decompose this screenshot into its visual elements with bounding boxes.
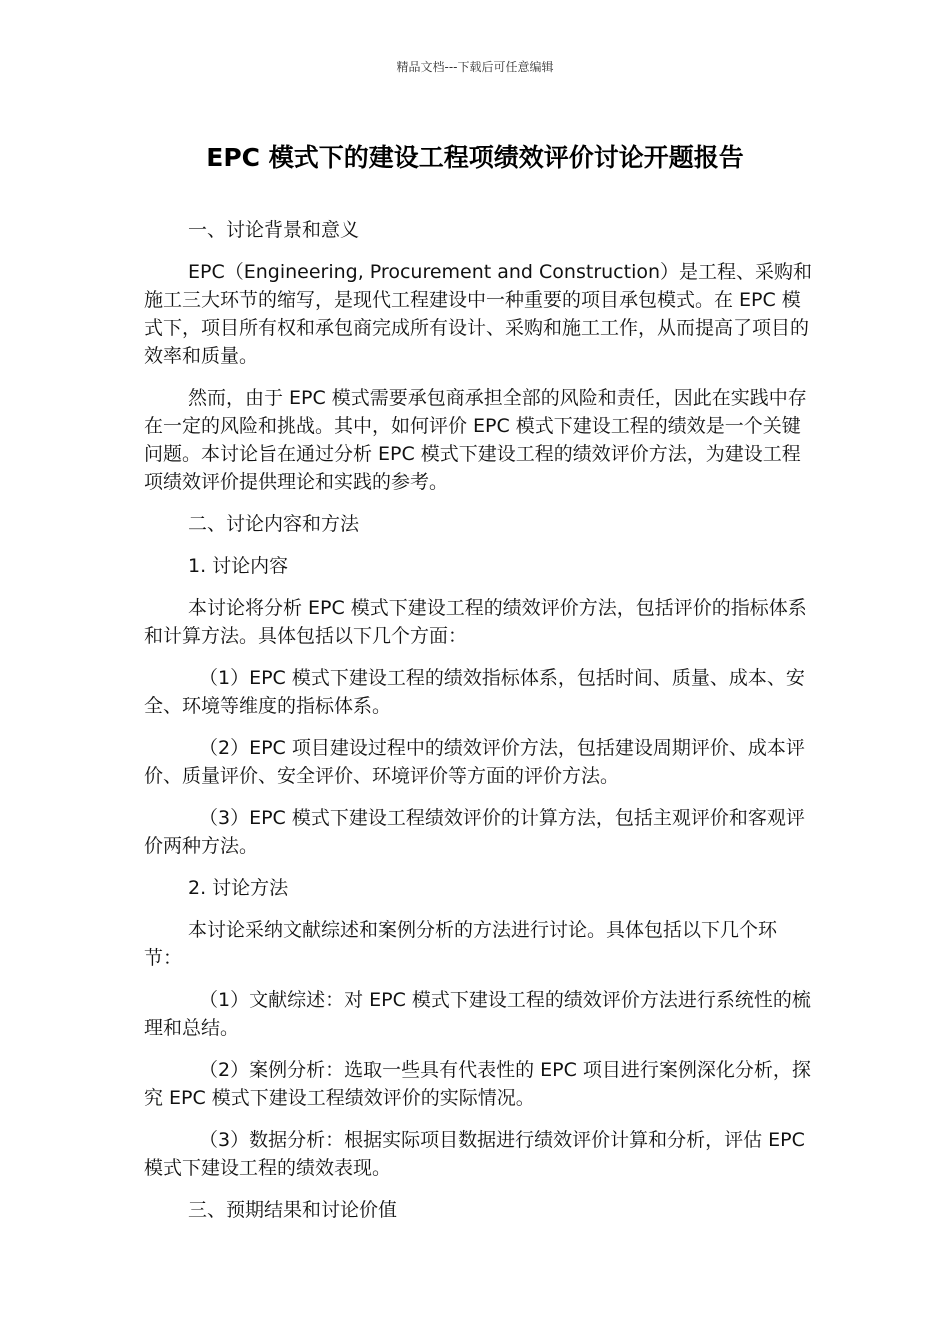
paragraph-method-intro: 本讨论采纳文献综述和案例分析的方法进行讨论。具体包括以下几个环节：	[144, 919, 778, 969]
header-note: 精品文档---下载后可任意编辑	[396, 60, 554, 74]
section-heading-content-method: 二、讨论内容和方法	[188, 513, 360, 535]
paragraph-research-purpose: 然而，由于 EPC 模式需要承包商承担全部的风险和责任，因此在实践中存在一定的风险和挑战。其中，如何评价 EPC 模式下建设工程的绩效是一个关键问题。本讨论旨在通过分析 EPC 模式下建设工程的绩效评价方法，为建设工程项绩效评价提供理论和实践的参考。	[144, 387, 807, 493]
paragraph-content-intro: 本讨论将分析 EPC 模式下建设工程的绩效评价方法，包括评价的指标体系和计算方法。具体包括以下几个方面：	[144, 597, 807, 647]
list-item-case-analysis: （2）案例分析：选取一些具有代表性的 EPC 项目进行案例深化分析，探究 EPC 模式下建设工程绩效评价的实际情况。	[144, 1059, 811, 1109]
list-item-calculation-method: （3）EPC 模式下建设工程绩效评价的计算方法，包括主观评价和客观评价两种方法。	[144, 807, 805, 857]
section-heading-expected-results: 三、预期结果和讨论价值	[188, 1199, 398, 1221]
document-title: EPC 模式下的建设工程项绩效评价讨论开题报告	[206, 143, 744, 172]
list-item-indicator-system: （1）EPC 模式下建设工程的绩效指标体系，包括时间、质量、成本、安全、环境等维度的指标体系。	[144, 667, 805, 717]
document-body	[144, 216, 812, 1238]
paragraph-epc-definition: EPC（Engineering, Procurement and Construction）是工程、采购和施工三大环节的缩写，是现代工程建设中一种重要的项目承包模式。在 EPC 模式下，项目所有权和承包商完成所有设计、采购和施工工作，从而提高了项目的效率和质量。	[144, 261, 813, 367]
list-item-evaluation-method: （2）EPC 项目建设过程中的绩效评价方法，包括建设周期评价、成本评价、质量评价、安全评价、环境评价等方面的评价方法。	[144, 737, 805, 787]
subheading-research-content: 1. 讨论内容	[188, 555, 289, 577]
subheading-research-method: 2. 讨论方法	[188, 877, 289, 899]
section-heading-background: 一、讨论背景和意义	[188, 219, 360, 241]
list-item-literature-review: （1）文献综述：对 EPC 模式下建设工程的绩效评价方法进行系统性的梳理和总结。	[144, 989, 811, 1039]
list-item-data-analysis: （3）数据分析：根据实际项目数据进行绩效评价计算和分析，评估 EPC 模式下建设工程的绩效表现。	[144, 1129, 805, 1179]
